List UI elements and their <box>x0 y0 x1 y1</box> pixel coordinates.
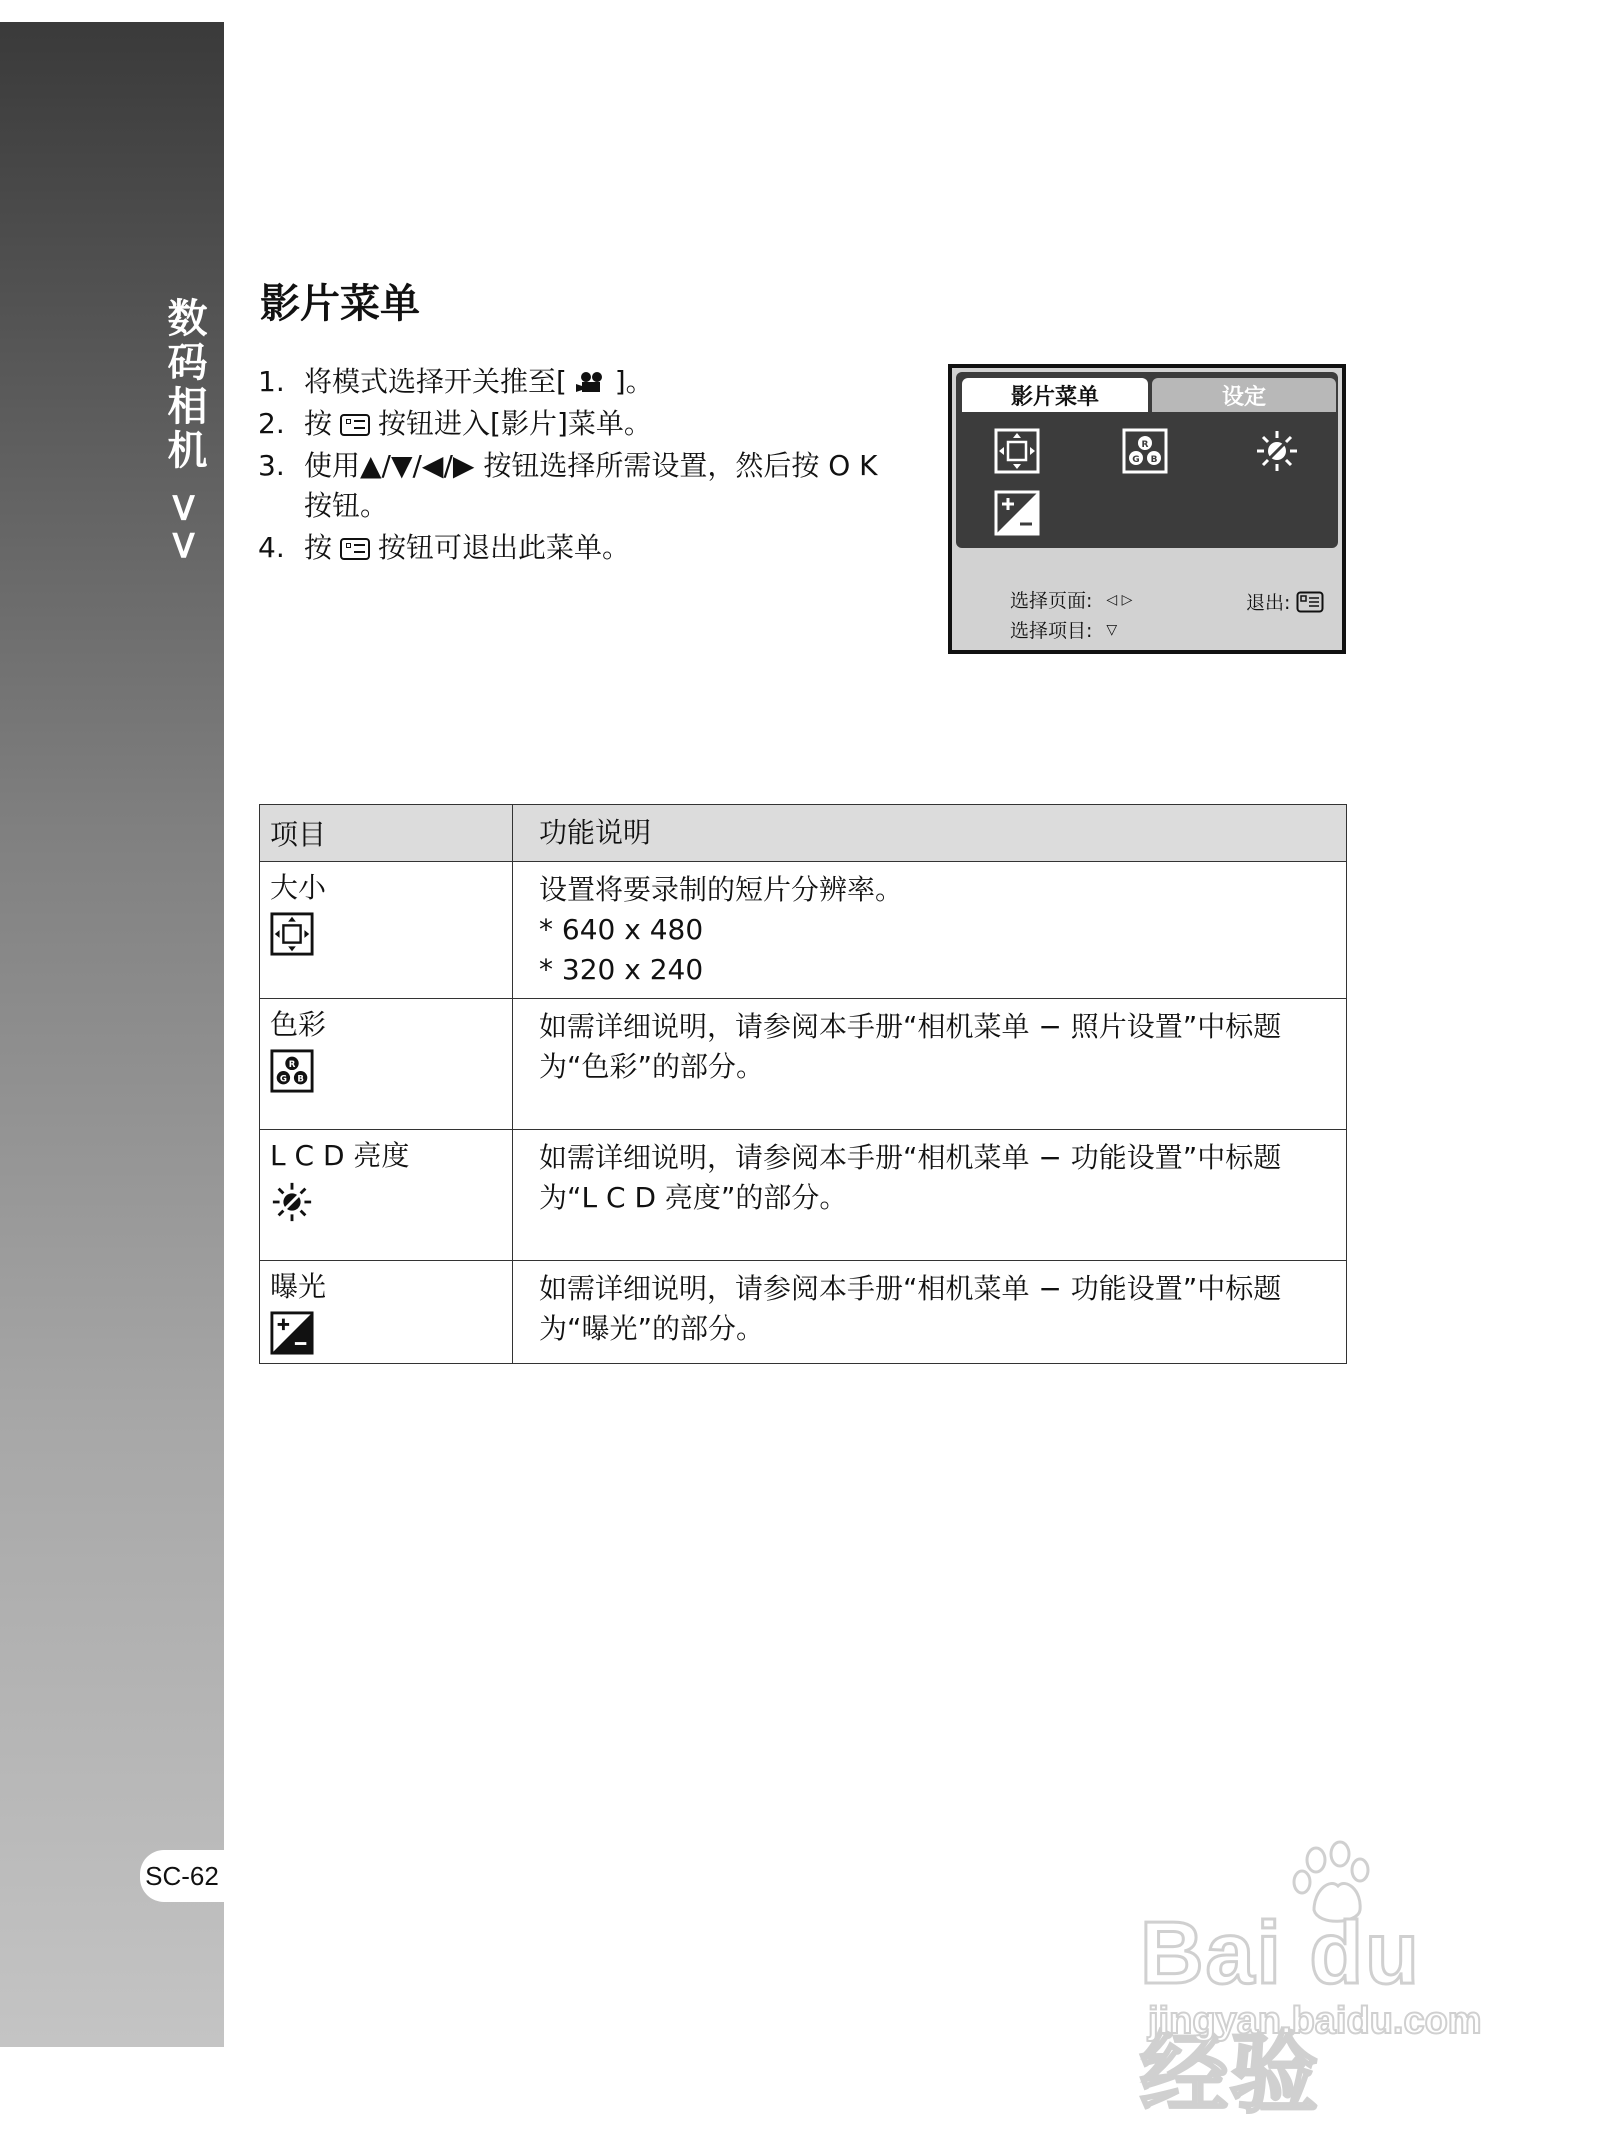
tab-movie-menu[interactable]: 影片菜单 <box>962 378 1148 412</box>
table-row <box>260 999 1347 1130</box>
step-item <box>258 362 898 402</box>
left-right-arrows-icon: ◁ ▷ <box>1106 591 1133 608</box>
menu-button-icon <box>1296 591 1324 613</box>
item-name: L C D 亮度 <box>270 1139 410 1172</box>
menu-button-icon <box>340 414 370 436</box>
description-cell: 如需详细说明，请参阅本手册“相机菜单 − 功能设置”中标题为“曝光”的部分。 <box>513 1261 1347 1364</box>
table-row <box>260 1261 1347 1364</box>
lcd-brightness-icon <box>270 1180 314 1224</box>
page-number: SC-62 <box>140 1850 224 1902</box>
baidu-watermark <box>1140 1840 1520 2123</box>
lcd-help-bar <box>952 558 1342 648</box>
item-cell <box>260 999 513 1130</box>
header-description: 功能说明 <box>513 805 1347 862</box>
step-number: 2. <box>258 407 285 440</box>
steps-list <box>258 362 898 570</box>
item-name: 色彩 <box>270 1008 327 1041</box>
size-icon[interactable] <box>994 428 1040 474</box>
item-cell <box>260 1130 513 1261</box>
exit-label: 退出: <box>1246 592 1291 614</box>
item-name: 大小 <box>270 871 327 904</box>
item-cell <box>260 1261 513 1364</box>
function-table <box>259 804 1347 1364</box>
step-text-before: 按 <box>304 407 333 440</box>
item-cell <box>260 862 513 999</box>
svg-text:G: G <box>1132 455 1140 465</box>
step-text-before: 将模式选择开关推至[ <box>304 365 576 398</box>
movie-camera-icon <box>576 370 606 394</box>
lcd-menu-panel <box>956 372 1338 548</box>
section-title: 数码相机 >> <box>161 297 207 566</box>
select-item-hint <box>1010 616 1117 643</box>
step-text <box>304 362 898 402</box>
description-cell: 如需详细说明，请参阅本手册“相机菜单 − 照片设置”中标题为“色彩”的部分。 <box>513 999 1347 1130</box>
svg-text:R: R <box>1141 440 1149 450</box>
select-item-label: 选择项目: <box>1010 620 1093 642</box>
table-row <box>260 1130 1347 1261</box>
exposure-icon[interactable] <box>994 490 1040 536</box>
watermark-text: Bai du 经验 <box>1140 1903 1421 2123</box>
step-text: 使用▲/▼/◀/▶ 按钮选择所需设置，然后按 O K 按钮。 <box>304 449 878 522</box>
color-rgb-icon <box>270 1049 314 1093</box>
step-text-after: ]。 <box>605 365 654 398</box>
step-item <box>258 446 898 526</box>
exit-hint <box>1246 588 1324 615</box>
step-item <box>258 528 898 568</box>
svg-text:B: B <box>297 1074 304 1085</box>
select-page-label: 选择页面: <box>1010 590 1093 612</box>
step-number: 4. <box>258 531 285 564</box>
exposure-icon <box>270 1311 314 1355</box>
step-number: 3. <box>258 449 285 482</box>
camera-lcd-menu <box>948 364 1346 654</box>
description-line: 设置将要录制的短片分辨率。 <box>539 873 904 906</box>
select-page-hint <box>1010 586 1132 613</box>
step-text-after: 按钮可退出此菜单。 <box>378 531 631 564</box>
lcd-brightness-icon[interactable] <box>1254 428 1300 474</box>
step-number: 1. <box>258 365 285 398</box>
step-text-before: 按 <box>304 531 333 564</box>
description-cell: 如需详细说明，请参阅本手册“相机菜单 − 功能设置”中标题为“L C D 亮度”的部分。 <box>513 1130 1347 1261</box>
step-text <box>304 404 898 444</box>
down-arrow-icon: ▽ <box>1106 621 1118 638</box>
size-icon <box>270 912 314 956</box>
tab-settings[interactable]: 设定 <box>1152 378 1336 412</box>
step-text-after: 按钮进入[影片]菜单。 <box>378 407 652 440</box>
svg-text:G: G <box>279 1074 287 1085</box>
page-title: 影片菜单 <box>260 281 420 327</box>
sidebar <box>0 22 224 2047</box>
step-text <box>304 528 898 568</box>
table-header-row <box>260 805 1347 862</box>
watermark-url: jingyan.baidu.com <box>1148 2000 1482 2042</box>
description-line: * 320 x 240 <box>539 953 704 986</box>
header-item: 项目 <box>260 805 513 862</box>
svg-text:R: R <box>288 1060 296 1071</box>
item-name: 曝光 <box>270 1270 327 1303</box>
table-row <box>260 862 1347 999</box>
step-item <box>258 404 898 444</box>
color-rgb-icon[interactable] <box>1122 428 1168 474</box>
menu-button-icon <box>340 538 370 560</box>
svg-text:B: B <box>1150 455 1158 465</box>
description-cell <box>513 862 1347 999</box>
description-line: * 640 x 480 <box>539 913 704 946</box>
